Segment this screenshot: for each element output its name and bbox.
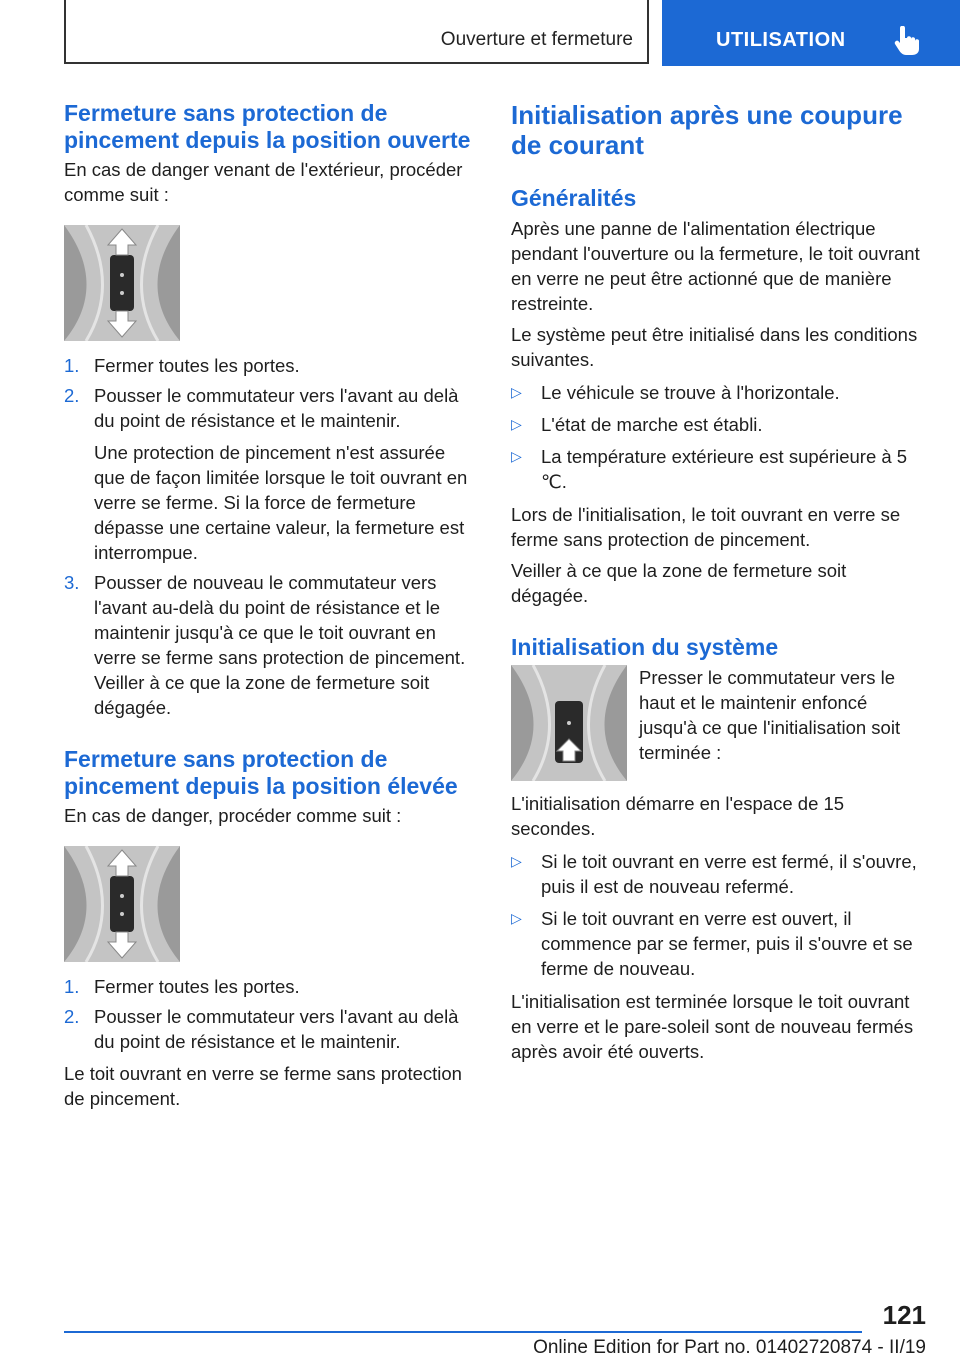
list-item: ▷ L'état de marche est établi.: [511, 414, 763, 435]
triangle-bullet-icon: ▷: [511, 910, 522, 926]
footer-edition: Online Edition for Part no. 01402720874 - II/19: [533, 1337, 926, 1358]
hand-pointer-icon: [894, 26, 920, 56]
triangle-bullet-icon: ▷: [511, 448, 522, 464]
list-item: ▷ Si le toit ouvrant en verre est ouvert, il commence par se fermer, puis il s'ouvre et se ferme de nouveau.: [511, 908, 913, 979]
page-number: 121: [882, 1300, 926, 1330]
paragraph: Lors de l'initialisation, le toit ouvrant en verre se ferme sans protection de pincement.: [511, 504, 901, 550]
switch-figure-init: [511, 665, 627, 781]
list-item: ▷ La température extérieure est supérieure à 5 ℃.: [511, 446, 908, 492]
steps-list-open-position: [64, 353, 480, 720]
switch-figure-raised: [64, 846, 180, 962]
section-intro-raised-position: En cas de danger, procéder comme suit :: [64, 805, 402, 826]
header-section-box: [64, 0, 649, 64]
steps-list-raised-position: [64, 974, 480, 1054]
init-figure-row: [511, 665, 927, 781]
conditions-list: [511, 380, 927, 494]
switch-figure-open: [64, 225, 180, 341]
section-heading-raised-position: Fermeture sans protection de pincement depuis la position élevée: [64, 746, 458, 799]
list-item: 3. Pousser de nouveau le commutateur vers l'avant au-delà du point de résistance et le maintenir jusqu'à ce que le toit ouvrant en verre se ferme sans protection de pincement. Veiller à ce que la zone de fermeture soit dégagée.: [64, 572, 466, 718]
triangle-bullet-icon: ▷: [511, 416, 522, 432]
list-item: ▷ Si le toit ouvrant en verre est fermé, il s'ouvre, puis il est de nouveau refermé.: [511, 851, 917, 897]
section-outro-raised-position: Le toit ouvrant en verre se ferme sans protection de pincement.: [64, 1063, 462, 1109]
paragraph: L'initialisation est terminée lorsque le toit ouvrant en verre et le pare-soleil sont de nouveau fermés après avoir été ouverts.: [511, 991, 914, 1062]
left-column: [64, 100, 480, 1111]
paragraph: Après une panne de l'alimentation électrique pendant l'ouverture ou la fermeture, le toit ouvrant en verre ne peut être actionné que de manière restreinte.: [511, 218, 920, 314]
init-instruction: Presser le commutateur vers le haut et le maintenir enfoncé jusqu'à ce que l'initialisation soit terminée :: [639, 667, 901, 763]
triangle-bullet-icon: ▷: [511, 853, 522, 869]
header-chapter-label: UTILISATION: [716, 29, 846, 51]
page-title: Initialisation après une coupure de courant: [511, 100, 903, 160]
header-chapter-tab[interactable]: [662, 0, 960, 66]
subheading-init: Initialisation du système: [511, 634, 779, 660]
init-behaviour-list: [511, 849, 927, 981]
paragraph: Le système peut être initialisé dans les conditions suivantes.: [511, 324, 918, 370]
paragraph: L'initialisation démarre en l'espace de 15 secondes.: [511, 793, 845, 839]
triangle-bullet-icon: ▷: [511, 384, 522, 400]
step-note: Une protection de pincement n'est assurée que de façon limitée lorsque le toit ouvrant en verre se ferme. Si la force de fermeture dépasse une certaine valeur, la fermeture est interrompue.: [94, 442, 468, 563]
section-heading-open-position: Fermeture sans protection de pincement depuis la position ouverte: [64, 100, 471, 153]
paragraph: Veiller à ce que la zone de fermeture soit dégagée.: [511, 560, 847, 606]
section-intro-open-position: En cas de danger venant de l'extérieur, procéder comme suit :: [64, 159, 463, 205]
list-item: 2. Pousser le commutateur vers l'avant au delà du point de résistance et le maintenir.: [64, 385, 459, 431]
footer-divider: [64, 1331, 862, 1333]
list-item: 2. Pousser le commutateur vers l'avant au delà du point de résistance et le maintenir.: [64, 1006, 459, 1052]
header-section-title: Ouverture et fermeture: [440, 29, 633, 50]
right-column: [511, 100, 927, 1064]
list-item: 1. Fermer toutes les portes.: [64, 976, 300, 997]
list-item: ▷ Le véhicule se trouve à l'horizontale.: [511, 382, 840, 403]
subheading-general: Généralités: [511, 185, 637, 211]
list-item: 1. Fermer toutes les portes.: [64, 355, 300, 376]
